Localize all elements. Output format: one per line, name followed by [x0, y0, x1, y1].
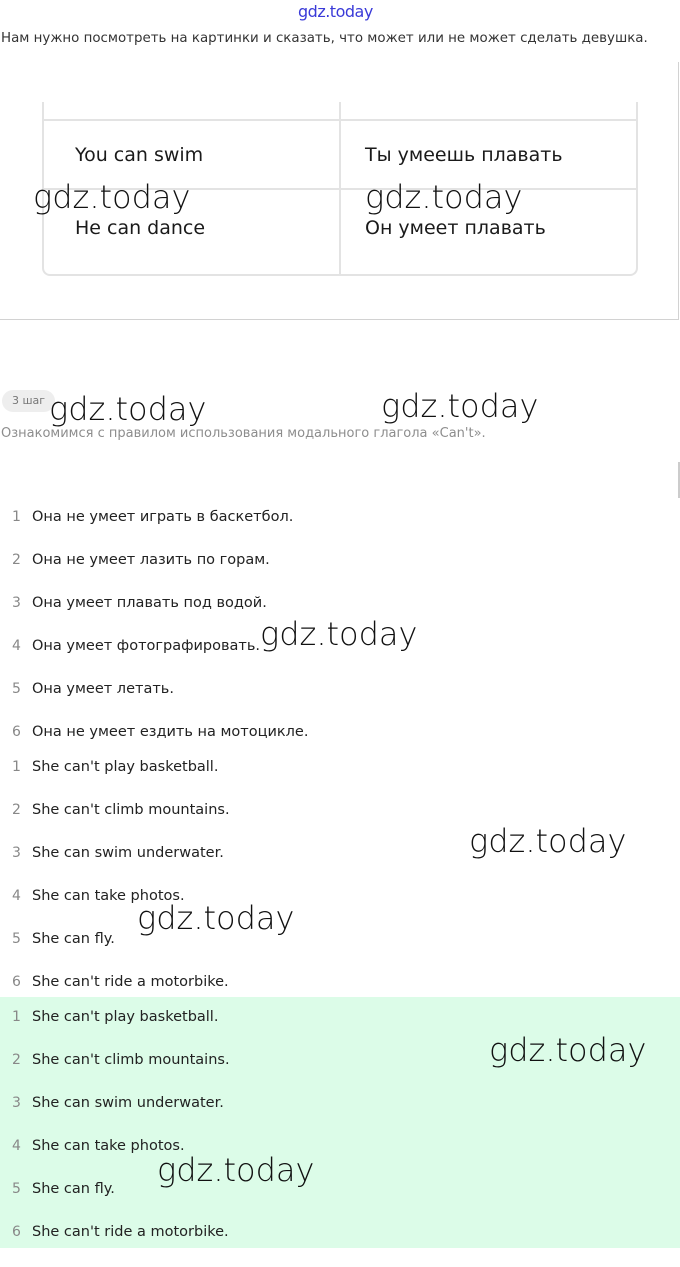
answer-item: [0, 1095, 680, 1138]
item-number: 2: [12, 802, 21, 818]
item-text: Она не умеет играть в баскетбол.: [32, 509, 294, 525]
watermark: gdz.today: [137, 899, 295, 937]
answer-item: [0, 1224, 680, 1267]
list-item: [0, 931, 680, 974]
item-text: She can't play basketball.: [32, 1009, 219, 1025]
item-text: She can swim underwater.: [32, 845, 224, 861]
item-text: Она не умеет лазить по горам.: [32, 552, 270, 568]
item-number: 4: [12, 888, 21, 904]
item-text: She can't ride a motorbike.: [32, 1224, 229, 1240]
item-text: She can't ride a motorbike.: [32, 974, 229, 990]
item-text: She can't climb mountains.: [32, 1052, 230, 1068]
watermark: gdz.today: [49, 390, 207, 428]
answer-item: [0, 1181, 680, 1224]
watermark: gdz.today: [469, 822, 627, 860]
item-number: 4: [12, 638, 21, 654]
intro-text: Нам нужно посмотреть на картинки и сказать, что может или не может сделать девушка.: [1, 31, 648, 46]
item-number: 5: [12, 931, 21, 947]
site-logo[interactable]: gdz.today: [298, 2, 373, 21]
item-number: 3: [12, 845, 21, 861]
watermark: gdz.today: [33, 178, 191, 216]
table-cell: You can swim: [75, 144, 204, 166]
list-item: [0, 509, 680, 552]
table-cell: He can dance: [75, 217, 206, 239]
item-number: 6: [12, 1224, 21, 1240]
item-number: 2: [12, 1052, 21, 1068]
watermark: gdz.today: [365, 178, 523, 216]
item-number: 2: [12, 552, 21, 568]
item-number: 1: [12, 759, 21, 775]
answer-item: [0, 1138, 680, 1181]
item-number: 3: [12, 1095, 21, 1111]
item-number: 4: [12, 1138, 21, 1154]
list-item: [0, 888, 680, 931]
item-text: She can take photos.: [32, 1138, 185, 1154]
item-number: 6: [12, 724, 21, 740]
item-text: Она не умеет ездить на мотоцикле.: [32, 724, 309, 740]
item-text: She can fly.: [32, 931, 115, 947]
item-text: She can take photos.: [32, 888, 185, 904]
watermark: gdz.today: [260, 615, 418, 653]
list-item: [0, 759, 680, 802]
item-text: She can swim underwater.: [32, 1095, 224, 1111]
item-text: She can fly.: [32, 1181, 115, 1197]
watermark: gdz.today: [157, 1151, 315, 1189]
item-text: She can't play basketball.: [32, 759, 219, 775]
item-number: 1: [12, 1009, 21, 1025]
watermark: gdz.today: [489, 1031, 647, 1069]
list-item: [0, 681, 680, 724]
item-number: 5: [12, 1181, 21, 1197]
item-text: She can't climb mountains.: [32, 802, 230, 818]
item-number: 6: [12, 974, 21, 990]
item-text: Она умеет летать.: [32, 681, 174, 697]
item-text: Она умеет плавать под водой.: [32, 595, 267, 611]
item-number: 5: [12, 681, 21, 697]
table-cell: Он умеет плавать: [365, 217, 546, 239]
watermark: gdz.today: [381, 387, 539, 425]
step-text: Ознакомимся с правилом использования модального глагола «Can't».: [1, 426, 486, 441]
list-item: [0, 552, 680, 595]
table-cell: Ты умеешь плавать: [365, 144, 563, 166]
table-row-divider: [44, 119, 636, 121]
item-number: 3: [12, 595, 21, 611]
step-badge: 3 шаг: [2, 390, 55, 412]
item-text: Она умеет фотографировать.: [32, 638, 261, 654]
item-number: 1: [12, 509, 21, 525]
